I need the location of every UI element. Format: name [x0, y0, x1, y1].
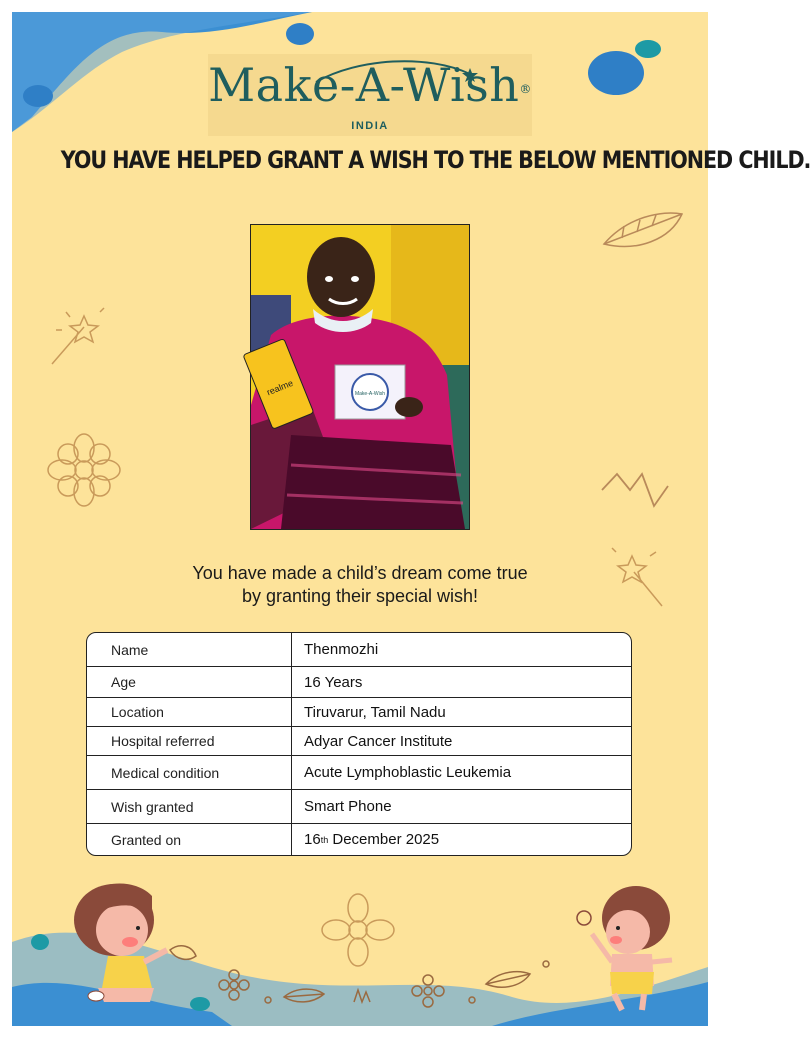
table-row	[87, 755, 631, 789]
row-value: Thenmozhi	[304, 641, 379, 658]
tagline	[12, 562, 708, 608]
flower-icon-bottom	[322, 894, 394, 966]
leaf-small-icon-2	[486, 972, 530, 987]
row-value: Adyar Cancer Institute	[304, 732, 453, 750]
table-row	[87, 633, 631, 666]
blob-2	[286, 23, 314, 45]
row-label: Wish granted	[87, 790, 292, 823]
logo-subtitle: INDIA	[351, 120, 389, 132]
photo-illustration	[251, 225, 469, 529]
blob-4	[635, 40, 661, 58]
row-label: Medical condition	[87, 756, 292, 789]
row-label: Granted on	[87, 824, 292, 855]
leaf-icon	[604, 213, 682, 246]
row-value: Smart Phone	[304, 798, 392, 815]
page-headline: YOU HAVE HELPED GRANT A WISH TO THE BELOW MENTIONED CHILD.	[60, 146, 810, 174]
row-label: Name	[87, 633, 292, 666]
row-label: Hospital referred	[87, 727, 292, 755]
wish-details-table	[86, 632, 632, 856]
child-photo	[250, 224, 470, 530]
granted-on-value: 16 th December 2025	[304, 831, 440, 848]
blob-3	[588, 51, 644, 95]
wand-icon	[52, 308, 104, 364]
row-value: Acute Lymphoblastic Leukemia	[304, 764, 512, 781]
blob-1	[23, 85, 53, 107]
blob-5	[31, 934, 49, 950]
row-label: Age	[87, 667, 292, 697]
table-row	[87, 789, 631, 823]
table-row	[87, 697, 631, 726]
tagline-line1: You have made a child’s dream come true	[192, 563, 528, 583]
zigzag-icon	[602, 474, 668, 506]
tagline-line2: by granting their special wish!	[241, 586, 479, 606]
row-value: 16 Years	[304, 673, 363, 691]
make-a-wish-logo	[208, 54, 532, 136]
card-text: Make-A-Wish	[354, 391, 386, 397]
blob-6	[190, 997, 210, 1011]
table-row	[87, 823, 631, 855]
table-row	[87, 666, 631, 697]
flower-icon	[48, 434, 120, 506]
logo-name: Make-A-Wish®	[208, 58, 532, 112]
table-row	[87, 726, 631, 755]
phone-box-text: realme	[265, 377, 295, 398]
row-value: Tiruvarur, Tamil Nadu	[304, 703, 446, 721]
certificate-card	[12, 12, 810, 1026]
row-label: Location	[87, 698, 292, 726]
